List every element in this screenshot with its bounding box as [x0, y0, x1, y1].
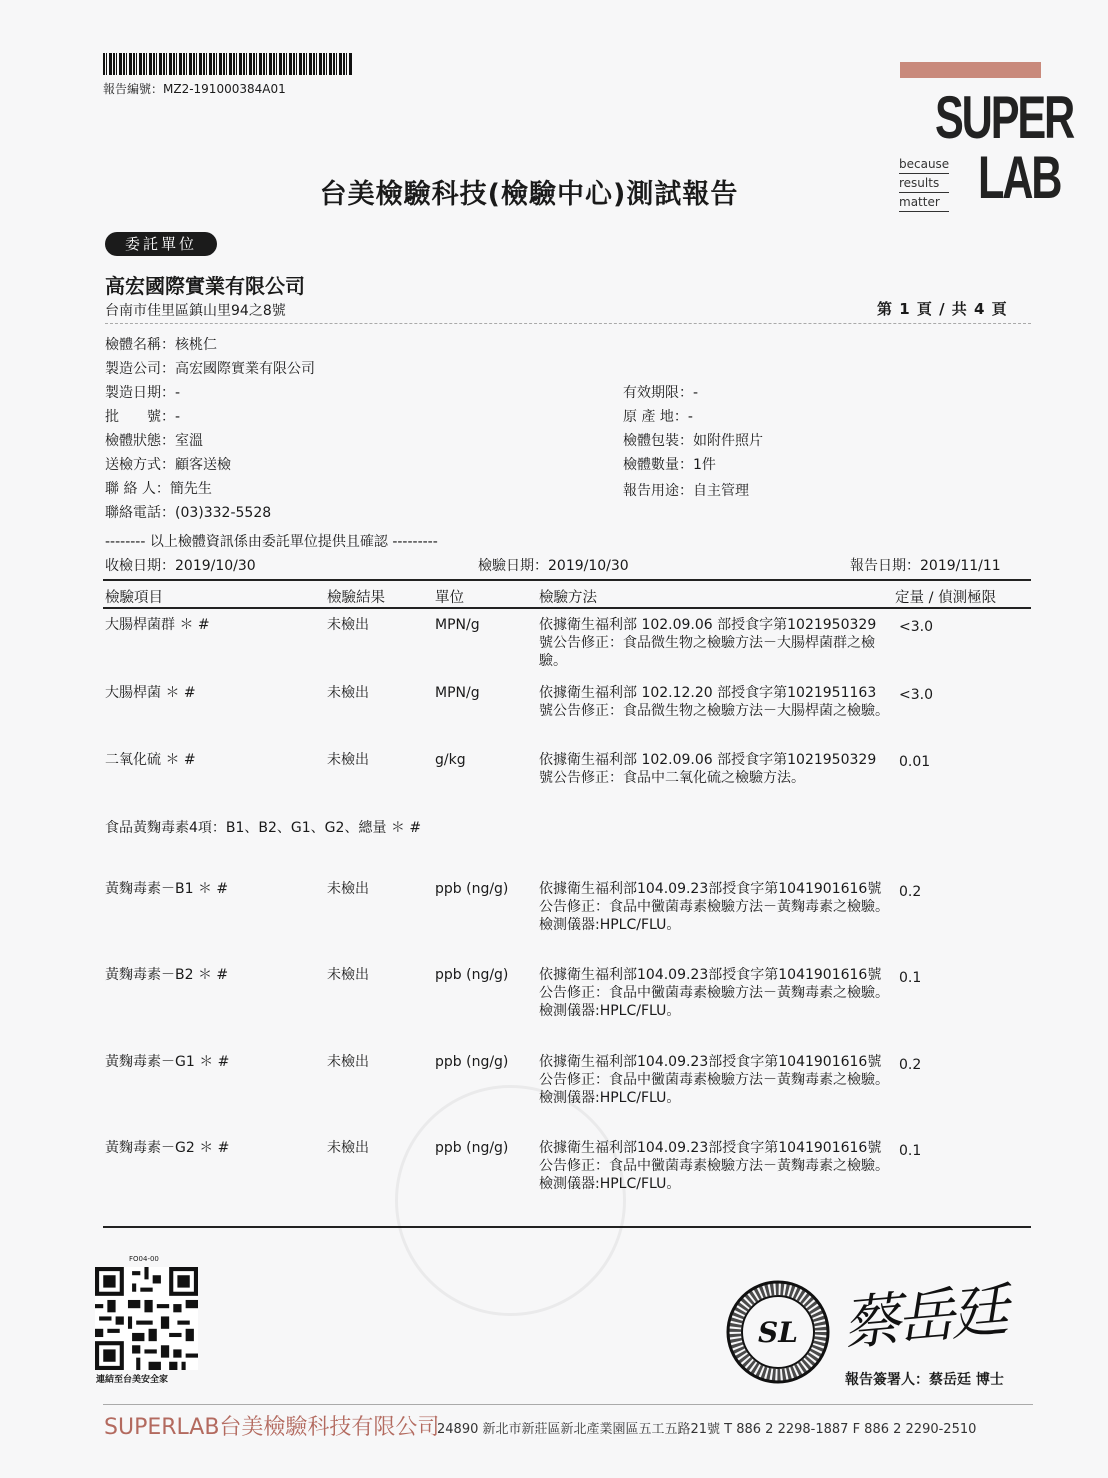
- signer: 報告簽署人：蔡岳廷 博士: [845, 1372, 1004, 1388]
- row-limit: 0.1: [899, 1143, 922, 1159]
- superlab-seal-icon: [726, 1280, 830, 1384]
- client-address: 台南市佳里區鎮山里94之8號: [105, 303, 286, 319]
- row-method: 依據衛生福利部 102.12.20 部授食字第1021951163號公告修正：食品微生物之檢驗方法－大腸桿菌之檢驗。: [539, 685, 889, 719]
- row-unit: MPN/g: [435, 617, 480, 633]
- row-method: 依據衛生福利部104.09.23部授食字第1041901616號公告修正：食品中黴菌毒素檢驗方法－黃麴毒素之檢驗。 檢測儀器:HPLC/FLU。: [539, 1140, 889, 1192]
- confirm-note: -------- 以上檢體資訊係由委託單位提供且確認 ---------: [105, 534, 438, 550]
- row-result: 未檢出: [327, 967, 369, 983]
- row-method: 依據衛生福利部 102.09.06 部授食字第1021950329 號公告修正：食品中二氧化硫之檢驗方法。: [539, 752, 877, 786]
- header-method: 檢驗方法: [539, 590, 597, 606]
- packaging: 檢體包裝：如附件照片: [623, 433, 763, 449]
- row-item: 黃麴毒素－B2 ＊ #: [105, 967, 229, 983]
- test-date: 檢驗日期：2019/10/30: [478, 558, 629, 574]
- page-number: 第 1 頁 / 共 4 頁: [877, 300, 1008, 318]
- divider: [105, 323, 1031, 324]
- table-bottom-rule: [103, 1226, 1031, 1228]
- qr-code-label: FO04-00: [129, 1255, 159, 1263]
- row-unit: g/kg: [435, 752, 466, 768]
- manufacture-date: 製造日期：-: [105, 385, 181, 401]
- sample-name: 檢體名稱：核桃仁: [105, 337, 217, 353]
- header-result: 檢驗結果: [327, 590, 385, 606]
- client-badge: 委託單位: [105, 232, 217, 256]
- row-method: 依據衛生福利部104.09.23部授食字第1041901616號公告修正：食品中黴菌毒素檢驗方法－黃麴毒素之檢驗。 檢測儀器:HPLC/FLU。: [539, 967, 889, 1019]
- qr-caption: 連結至台美安全家: [96, 1375, 169, 1385]
- header-unit: 單位: [435, 590, 464, 606]
- row-unit: ppb (ng/g): [435, 1140, 509, 1156]
- report-title: 台美檢驗科技(檢驗中心)測試報告: [319, 179, 739, 210]
- watermark-stamp: [395, 1085, 626, 1316]
- table-top-rule: [103, 579, 1031, 581]
- report-number: 報告編號：MZ2-191000384A01: [103, 82, 286, 96]
- row-item: 大腸桿菌群 ＊ #: [105, 617, 210, 633]
- qr-code[interactable]: [95, 1267, 198, 1370]
- aflatoxin-group-label: 食品黃麴毒素4項：B1、B2、G1、G2、總量 ＊ #: [105, 820, 422, 836]
- row-limit: 0.2: [899, 884, 922, 900]
- delivery-method: 送檢方式：顧客送檢: [105, 457, 231, 473]
- row-limit: 0.1: [899, 970, 922, 986]
- row-result: 未檢出: [327, 1140, 369, 1156]
- row-item: 黃麴毒素－G1 ＊ #: [105, 1054, 230, 1070]
- origin: 原 產 地：-: [623, 409, 693, 425]
- row-result: 未檢出: [327, 1054, 369, 1070]
- sample-state: 檢體狀態：室溫: [105, 433, 203, 449]
- logo-bar: [900, 62, 1041, 78]
- logo-tagline-line: matter: [899, 193, 949, 212]
- report-date: 報告日期：2019/11/11: [850, 558, 1001, 574]
- row-item: 大腸桿菌 ＊ #: [105, 685, 196, 701]
- row-limit: 0.2: [899, 1057, 922, 1073]
- logo-super: SUPER: [935, 84, 1074, 151]
- row-result: 未檢出: [327, 617, 369, 633]
- row-result: 未檢出: [327, 752, 369, 768]
- row-method: 依據衛生福利部104.09.23部授食字第1041901616號公告修正：食品中黴菌毒素檢驗方法－黃麴毒素之檢驗。 檢測儀器:HPLC/FLU。: [539, 881, 889, 933]
- row-unit: ppb (ng/g): [435, 1054, 509, 1070]
- row-result: 未檢出: [327, 881, 369, 897]
- expiry-date: 有效期限：-: [623, 385, 699, 401]
- header-item: 檢驗項目: [105, 590, 163, 606]
- header-limit: 定量 / 偵測極限: [895, 590, 997, 606]
- row-limit: <3.0: [899, 619, 933, 635]
- logo-tagline-line: results: [899, 174, 949, 193]
- row-item: 黃麴毒素－B1 ＊ #: [105, 881, 229, 897]
- footer-rule: [103, 1404, 1033, 1405]
- row-unit: MPN/g: [435, 685, 480, 701]
- client-name: 高宏國際實業有限公司: [105, 274, 305, 298]
- contact-person: 聯 絡 人：簡先生: [105, 481, 212, 497]
- row-unit: ppb (ng/g): [435, 967, 509, 983]
- row-item: 黃麴毒素－G2 ＊ #: [105, 1140, 230, 1156]
- barcode: [103, 53, 353, 75]
- row-limit: <3.0: [899, 687, 933, 703]
- received-date: 收檢日期：2019/10/30: [105, 558, 256, 574]
- signature: 蔡岳廷: [839, 1276, 1008, 1358]
- row-result: 未檢出: [327, 685, 369, 701]
- manufacturer: 製造公司：高宏國際實業有限公司: [105, 361, 315, 377]
- row-item: 二氧化硫 ＊ #: [105, 752, 196, 768]
- logo-lab: LAB: [978, 144, 1061, 211]
- contact-phone: 聯絡電話：(03)332-5528: [105, 505, 272, 521]
- batch-number: 批 號：-: [105, 409, 181, 425]
- seal-center-text: SL: [758, 1316, 798, 1349]
- row-unit: ppb (ng/g): [435, 881, 509, 897]
- table-header-rule: [103, 607, 1031, 609]
- footer-address: 24890 新北市新莊區新北產業園區五工五路21號 T 886 2 2298-1887 F 886 2 2290-2510: [437, 1422, 977, 1437]
- footer-company: SUPERLAB台美檢驗科技有限公司: [104, 1415, 440, 1440]
- report-purpose: 報告用途：自主管理: [623, 483, 749, 499]
- row-method: 依據衛生福利部 102.09.06 部授食字第1021950329號公告修正：食品微生物之檢驗方法－大腸桿菌群之檢驗。: [539, 617, 877, 669]
- sample-quantity: 檢體數量：1件: [623, 457, 716, 473]
- row-method: 依據衛生福利部104.09.23部授食字第1041901616號公告修正：食品中黴菌毒素檢驗方法－黃麴毒素之檢驗。 檢測儀器:HPLC/FLU。: [539, 1054, 889, 1106]
- row-limit: 0.01: [899, 754, 931, 770]
- logo-tagline-line: because: [899, 155, 949, 174]
